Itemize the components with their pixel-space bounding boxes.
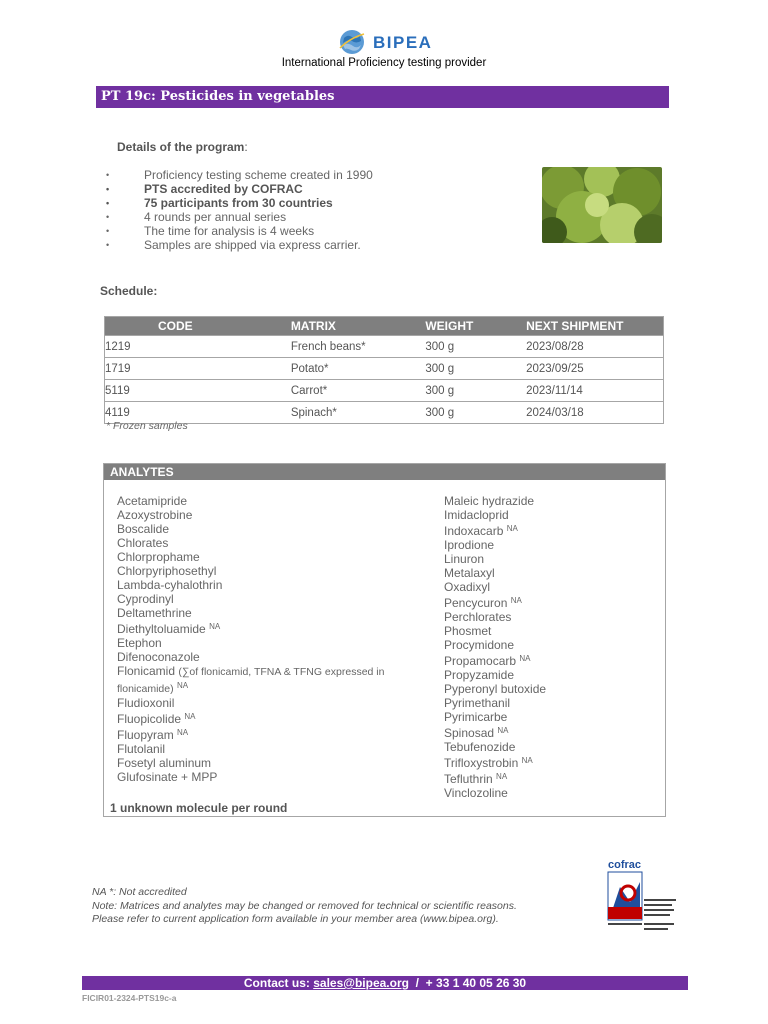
analyte-name: Maleic hydrazide: [444, 494, 535, 508]
analyte-name: Pyrimicarbe: [444, 710, 508, 724]
analyte-name: Iprodione: [444, 538, 495, 552]
analytes-header: [104, 464, 665, 480]
analyte-name: Imidacloprid: [444, 508, 509, 522]
cell-code: 1719: [105, 358, 291, 380]
brand-name: BIPEA: [373, 33, 433, 52]
analyte-name: Procymidone: [444, 638, 515, 652]
analyte-name: Propyzamide: [444, 668, 515, 682]
analyte-name: Phosmet: [444, 624, 492, 638]
svg-text:cofrac: cofrac: [608, 859, 642, 871]
analyte-item: [117, 710, 417, 726]
schedule-header-row: [105, 317, 664, 336]
analyte-item: [117, 664, 417, 696]
cell-matrix: Potato*: [291, 358, 426, 380]
analyte-item: [444, 638, 654, 652]
page-title: PT 19c: Pesticides in vegetables: [101, 89, 335, 104]
analyte-name: Perchlorates: [444, 610, 512, 624]
analyte-item: [444, 594, 654, 610]
not-accredited-mark: NA: [510, 596, 522, 605]
analyte-name: Azoxystrobine: [117, 508, 193, 522]
cell-matrix: Spinach*: [291, 402, 426, 424]
footer-notes: [92, 886, 517, 927]
analyte-item: [444, 538, 654, 552]
analyte-item: [444, 668, 654, 682]
analyte-item: [444, 624, 654, 638]
analyte-name: Cyprodinyl: [117, 592, 174, 606]
col-next-shipment: NEXT SHIPMENT: [526, 317, 663, 336]
details-item: [106, 210, 373, 224]
frozen-note: * Frozen samples: [106, 420, 188, 432]
details-heading: [117, 140, 248, 154]
col-weight: WEIGHT: [425, 317, 526, 336]
cell-weight: 300 g: [425, 402, 526, 424]
analyte-item: [117, 564, 417, 578]
schedule-table: [104, 316, 664, 424]
analyte-item: [117, 494, 417, 508]
cell-code: 5119: [105, 380, 291, 402]
not-accredited-mark: NA: [496, 772, 508, 781]
analyte-name: Difenoconazole: [117, 650, 200, 664]
analyte-name: Metalaxyl: [444, 566, 495, 580]
details-item-text: PTS accredited by COFRAC: [144, 182, 303, 196]
globe-icon: [338, 28, 366, 56]
bullet-icon: •: [106, 184, 110, 194]
bullet-icon: •: [106, 240, 110, 250]
analytes-left-column: [117, 494, 417, 784]
cell-matrix: Carrot*: [291, 380, 426, 402]
col-matrix: MATRIX: [291, 317, 426, 336]
analyte-item: [117, 522, 417, 536]
analyte-name: Fluopicolide: [117, 712, 182, 726]
analyte-item: [117, 742, 417, 756]
analyte-item: [117, 756, 417, 770]
not-accredited-mark: NA: [506, 524, 518, 533]
analyte-item: [444, 652, 654, 668]
phone-number: + 33 1 40 05 26 30: [425, 976, 527, 990]
analyte-name: Flutolanil: [117, 742, 166, 756]
cofrac-logo: [606, 857, 678, 935]
analyte-name: Diethyltoluamide: [117, 622, 206, 636]
cell-weight: 300 g: [425, 336, 526, 358]
analyte-item: [444, 552, 654, 566]
analyte-name: Vinclozoline: [444, 786, 508, 800]
not-accredited-mark: NA: [209, 622, 221, 631]
details-list: [106, 168, 373, 252]
analyte-name: Pencycuron: [444, 596, 508, 610]
note-na: NA *: Not accredited: [92, 886, 187, 898]
table-row: [105, 336, 664, 358]
analyte-item: [117, 592, 417, 606]
analyte-item: [117, 620, 417, 636]
analyte-name: Chlorprophame: [117, 550, 200, 564]
analyte-item: [444, 508, 654, 522]
analyte-name: Tefluthrin: [444, 772, 493, 786]
details-item: [106, 182, 373, 196]
cell-weight: 300 g: [425, 380, 526, 402]
cell-weight: 300 g: [425, 358, 526, 380]
details-item: [106, 168, 373, 182]
bullet-icon: •: [106, 226, 110, 236]
not-accredited-mark: NA: [177, 728, 189, 737]
analyte-detail: (∑of flonicamid, TFNA & TFNG expressed in: [178, 666, 385, 678]
analyte-name: Deltamethrine: [117, 606, 192, 620]
analyte-item: [444, 710, 654, 724]
analyte-item: [117, 606, 417, 620]
col-code: CODE: [105, 317, 291, 336]
details-item-text: 75 participants from 30 countries: [144, 196, 333, 210]
unknown-molecule-note: 1 unknown molecule per round: [110, 801, 288, 815]
cell-next-shipment: 2024/03/18: [526, 402, 663, 424]
analyte-item: [117, 650, 417, 664]
details-item: [106, 238, 373, 252]
cell-next-shipment: 2023/11/14: [526, 380, 663, 402]
analyte-item: [444, 696, 654, 710]
details-item-text: Samples are shipped via express carrier.: [144, 238, 361, 252]
analyte-item: [444, 494, 654, 508]
analyte-name: Acetamipride: [117, 494, 188, 508]
details-item-text: The time for analysis is 4 weeks: [144, 224, 315, 238]
analyte-name: Oxadixyl: [444, 580, 491, 594]
analyte-name: Pyrimethanil: [444, 696, 511, 710]
details-heading-colon: :: [244, 140, 248, 154]
analyte-item: [117, 550, 417, 564]
analyte-item: [444, 770, 654, 786]
not-accredited-mark: NA: [521, 756, 533, 765]
bipea-logo: [338, 28, 448, 56]
lettuce-photo: [542, 167, 662, 243]
details-item: [106, 196, 373, 210]
cell-code: 1219: [105, 336, 291, 358]
analyte-name: Tebufenozide: [444, 740, 516, 754]
schedule-heading: Schedule:: [100, 284, 158, 298]
analyte-detail-cont: flonicamide): [117, 683, 174, 695]
bullet-icon: •: [106, 198, 110, 208]
not-accredited-mark: NA: [519, 654, 531, 663]
analytes-box: [103, 463, 666, 817]
analyte-name: Fluopyram: [117, 728, 174, 742]
details-item: [106, 224, 373, 238]
cell-next-shipment: 2023/09/25: [526, 358, 663, 380]
table-row: [105, 402, 664, 424]
note-changes: Note: Matrices and analytes may be changed or removed for technical or scientific reasons.: [92, 899, 517, 912]
analyte-item: [117, 536, 417, 550]
analyte-name: Indoxacarb: [444, 524, 504, 538]
cell-next-shipment: 2023/08/28: [526, 336, 663, 358]
analyte-item: [444, 580, 654, 594]
analyte-name: Etephon: [117, 636, 162, 650]
not-accredited-mark: NA: [184, 712, 196, 721]
analyte-item: [444, 682, 654, 696]
bullet-icon: •: [106, 212, 110, 222]
analyte-item: [117, 508, 417, 522]
analyte-name: Flonicamid: [117, 664, 176, 678]
table-row: [105, 358, 664, 380]
analyte-name: Spinosad: [444, 726, 495, 740]
analyte-item: [117, 726, 417, 742]
email-link[interactable]: sales@bipea.org: [313, 976, 409, 990]
analyte-item: [444, 566, 654, 580]
details-item-text: Proficiency testing scheme created in 1990: [144, 168, 373, 182]
analyte-item: [444, 724, 654, 740]
tagline: International Proficiency testing provider: [281, 57, 487, 69]
bullet-icon: •: [106, 170, 110, 180]
analyte-item: [444, 740, 654, 754]
analyte-item: [117, 770, 417, 784]
table-row: [105, 380, 664, 402]
not-accredited-mark: NA: [176, 681, 189, 690]
cell-code: 4119: [105, 402, 291, 424]
analytes-heading: ANALYTES: [110, 465, 174, 479]
analyte-name: Fludioxonil: [117, 696, 175, 710]
note-application-form: Please refer to current application form available in your member area (www.bipea.org).: [92, 913, 499, 925]
contact-line: [82, 976, 688, 990]
analyte-item: [444, 522, 654, 538]
details-item-text: 4 rounds per annual series: [144, 210, 287, 224]
analyte-item: [444, 610, 654, 624]
analyte-item: [444, 754, 654, 770]
analyte-item: [117, 578, 417, 592]
not-accredited-mark: NA: [497, 726, 509, 735]
contact-bar: [82, 976, 688, 990]
analyte-name: Glufosinate + MPP: [117, 770, 218, 784]
analyte-name: Pyperonyl butoxide: [444, 682, 547, 696]
contact-prefix: Contact us:: [243, 976, 310, 990]
cell-matrix: French beans*: [291, 336, 426, 358]
analyte-name: Fosetyl aluminum: [117, 756, 212, 770]
document-code: FICIR01-2324-PTS19c-a: [82, 993, 177, 1003]
analyte-item: [117, 696, 417, 710]
analyte-name: Boscalide: [117, 522, 170, 536]
analyte-item: [117, 636, 417, 650]
analyte-name: Lambda-cyhalothrin: [117, 578, 223, 592]
details-heading-text: Details of the program: [117, 140, 245, 154]
analyte-item: [444, 786, 654, 800]
analyte-name: Propamocarb: [444, 654, 517, 668]
analyte-name: Chlorates: [117, 536, 169, 550]
analyte-name: Linuron: [444, 552, 485, 566]
title-bar: [96, 86, 669, 108]
analytes-right-column: [444, 494, 654, 800]
analyte-name: Chlorpyriphosethyl: [117, 564, 217, 578]
contact-separator: /: [415, 976, 419, 990]
analyte-name: Trifloxystrobin: [444, 756, 519, 770]
